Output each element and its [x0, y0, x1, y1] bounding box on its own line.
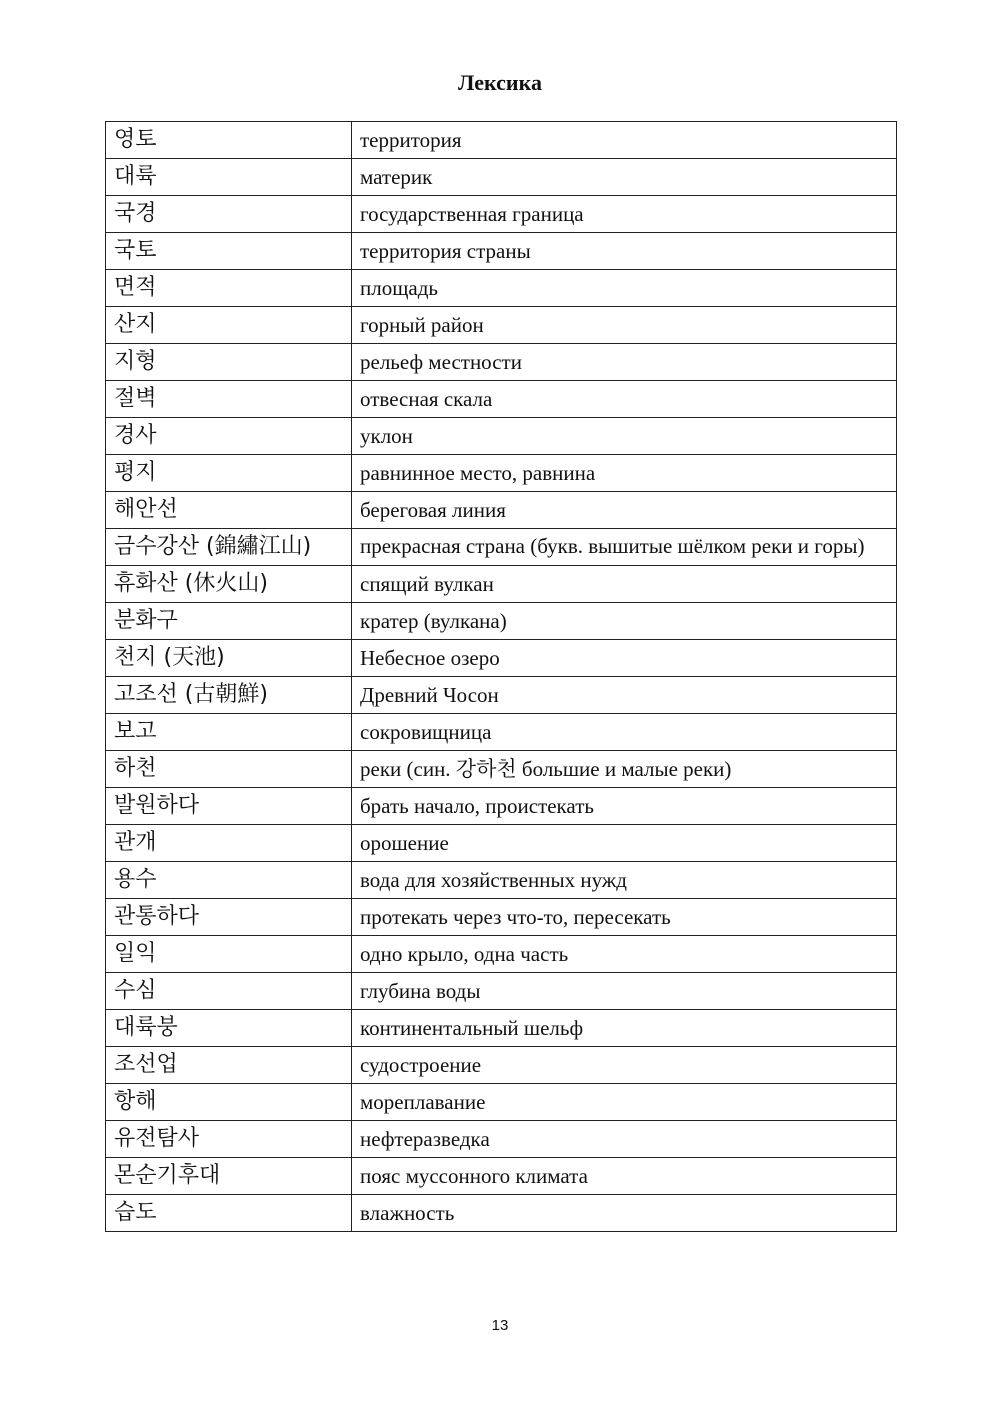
korean-term: 유전탐사 — [106, 1121, 352, 1158]
russian-translation: вода для хозяйственных нужд — [352, 862, 897, 899]
korean-term: 영토 — [106, 122, 352, 159]
korean-term: 산지 — [106, 307, 352, 344]
russian-translation: прекрасная страна (букв. вышитые шёлком реки и горы) — [352, 529, 897, 566]
russian-translation: континентальный шельф — [352, 1010, 897, 1047]
table-row — [106, 1158, 897, 1195]
korean-term: 절벽 — [106, 381, 352, 418]
russian-translation: пояс муссонного климата — [352, 1158, 897, 1195]
russian-translation: судостроение — [352, 1047, 897, 1084]
korean-term: 분화구 — [106, 603, 352, 640]
table-row — [106, 899, 897, 936]
table-row — [106, 751, 897, 788]
table-row — [106, 1047, 897, 1084]
russian-translation: береговая линия — [352, 492, 897, 529]
korean-term: 일익 — [106, 936, 352, 973]
table-row — [106, 159, 897, 196]
table-row — [106, 1195, 897, 1232]
korean-term: 면적 — [106, 270, 352, 307]
russian-translation: отвесная скала — [352, 381, 897, 418]
korean-term: 용수 — [106, 862, 352, 899]
korean-term: 수심 — [106, 973, 352, 1010]
korean-term: 국토 — [106, 233, 352, 270]
korean-term: 해안선 — [106, 492, 352, 529]
vocabulary-table — [105, 121, 897, 1232]
russian-translation: государственная граница — [352, 196, 897, 233]
korean-term: 평지 — [106, 455, 352, 492]
table-row — [106, 307, 897, 344]
korean-term: 몬순기후대 — [106, 1158, 352, 1195]
korean-term: 금수강산 (錦繡江山) — [106, 529, 352, 566]
korean-term: 지형 — [106, 344, 352, 381]
table-row — [106, 973, 897, 1010]
table-row — [106, 566, 897, 603]
table-row — [106, 270, 897, 307]
table-row — [106, 788, 897, 825]
page-number: 13 — [491, 1317, 509, 1334]
page-title: Лексика — [458, 70, 542, 95]
russian-translation: реки (син. 강하천 большие и малые реки) — [352, 751, 897, 788]
russian-translation: одно крыло, одна часть — [352, 936, 897, 973]
korean-term: 고조선 (古朝鮮) — [106, 677, 352, 714]
russian-translation: равнинное место, равнина — [352, 455, 897, 492]
korean-term: 휴화산 (休火山) — [106, 566, 352, 603]
table-row — [106, 1010, 897, 1047]
table-row — [106, 529, 897, 566]
russian-translation: спящий вулкан — [352, 566, 897, 603]
table-row — [106, 1121, 897, 1158]
russian-translation: территория — [352, 122, 897, 159]
russian-translation: Древний Чосон — [352, 677, 897, 714]
russian-translation: глубина воды — [352, 973, 897, 1010]
table-row — [106, 122, 897, 159]
table-row — [106, 603, 897, 640]
korean-term: 국경 — [106, 196, 352, 233]
russian-translation: площадь — [352, 270, 897, 307]
korean-term: 하천 — [106, 751, 352, 788]
table-row — [106, 677, 897, 714]
russian-translation: брать начало, проистекать — [352, 788, 897, 825]
russian-translation: орошение — [352, 825, 897, 862]
table-row — [106, 862, 897, 899]
korean-term: 경사 — [106, 418, 352, 455]
korean-term: 관개 — [106, 825, 352, 862]
korean-term: 관통하다 — [106, 899, 352, 936]
table-row — [106, 233, 897, 270]
russian-translation: протекать через что-то, пересекать — [352, 899, 897, 936]
russian-translation: нефтеразведка — [352, 1121, 897, 1158]
table-row — [106, 936, 897, 973]
table-row — [106, 381, 897, 418]
korean-term: 대륙 — [106, 159, 352, 196]
table-row — [106, 714, 897, 751]
korean-term: 보고 — [106, 714, 352, 751]
russian-translation: материк — [352, 159, 897, 196]
table-row — [106, 418, 897, 455]
korean-term: 천지 (天池) — [106, 640, 352, 677]
table-row — [106, 196, 897, 233]
russian-translation: кратер (вулкана) — [352, 603, 897, 640]
table-row — [106, 825, 897, 862]
korean-term: 조선업 — [106, 1047, 352, 1084]
russian-translation: сокровищница — [352, 714, 897, 751]
russian-translation: мореплавание — [352, 1084, 897, 1121]
russian-translation: Небесное озеро — [352, 640, 897, 677]
korean-term: 항해 — [106, 1084, 352, 1121]
table-row — [106, 455, 897, 492]
table-row — [106, 1084, 897, 1121]
russian-translation: горный район — [352, 307, 897, 344]
korean-term: 대륙붕 — [106, 1010, 352, 1047]
korean-term: 습도 — [106, 1195, 352, 1232]
vocabulary-table-body — [106, 122, 897, 1232]
russian-translation: территория страны — [352, 233, 897, 270]
table-row — [106, 344, 897, 381]
korean-term: 발원하다 — [106, 788, 352, 825]
russian-translation: рельеф местности — [352, 344, 897, 381]
table-row — [106, 492, 897, 529]
russian-translation: влажность — [352, 1195, 897, 1232]
russian-translation: уклон — [352, 418, 897, 455]
table-row — [106, 640, 897, 677]
